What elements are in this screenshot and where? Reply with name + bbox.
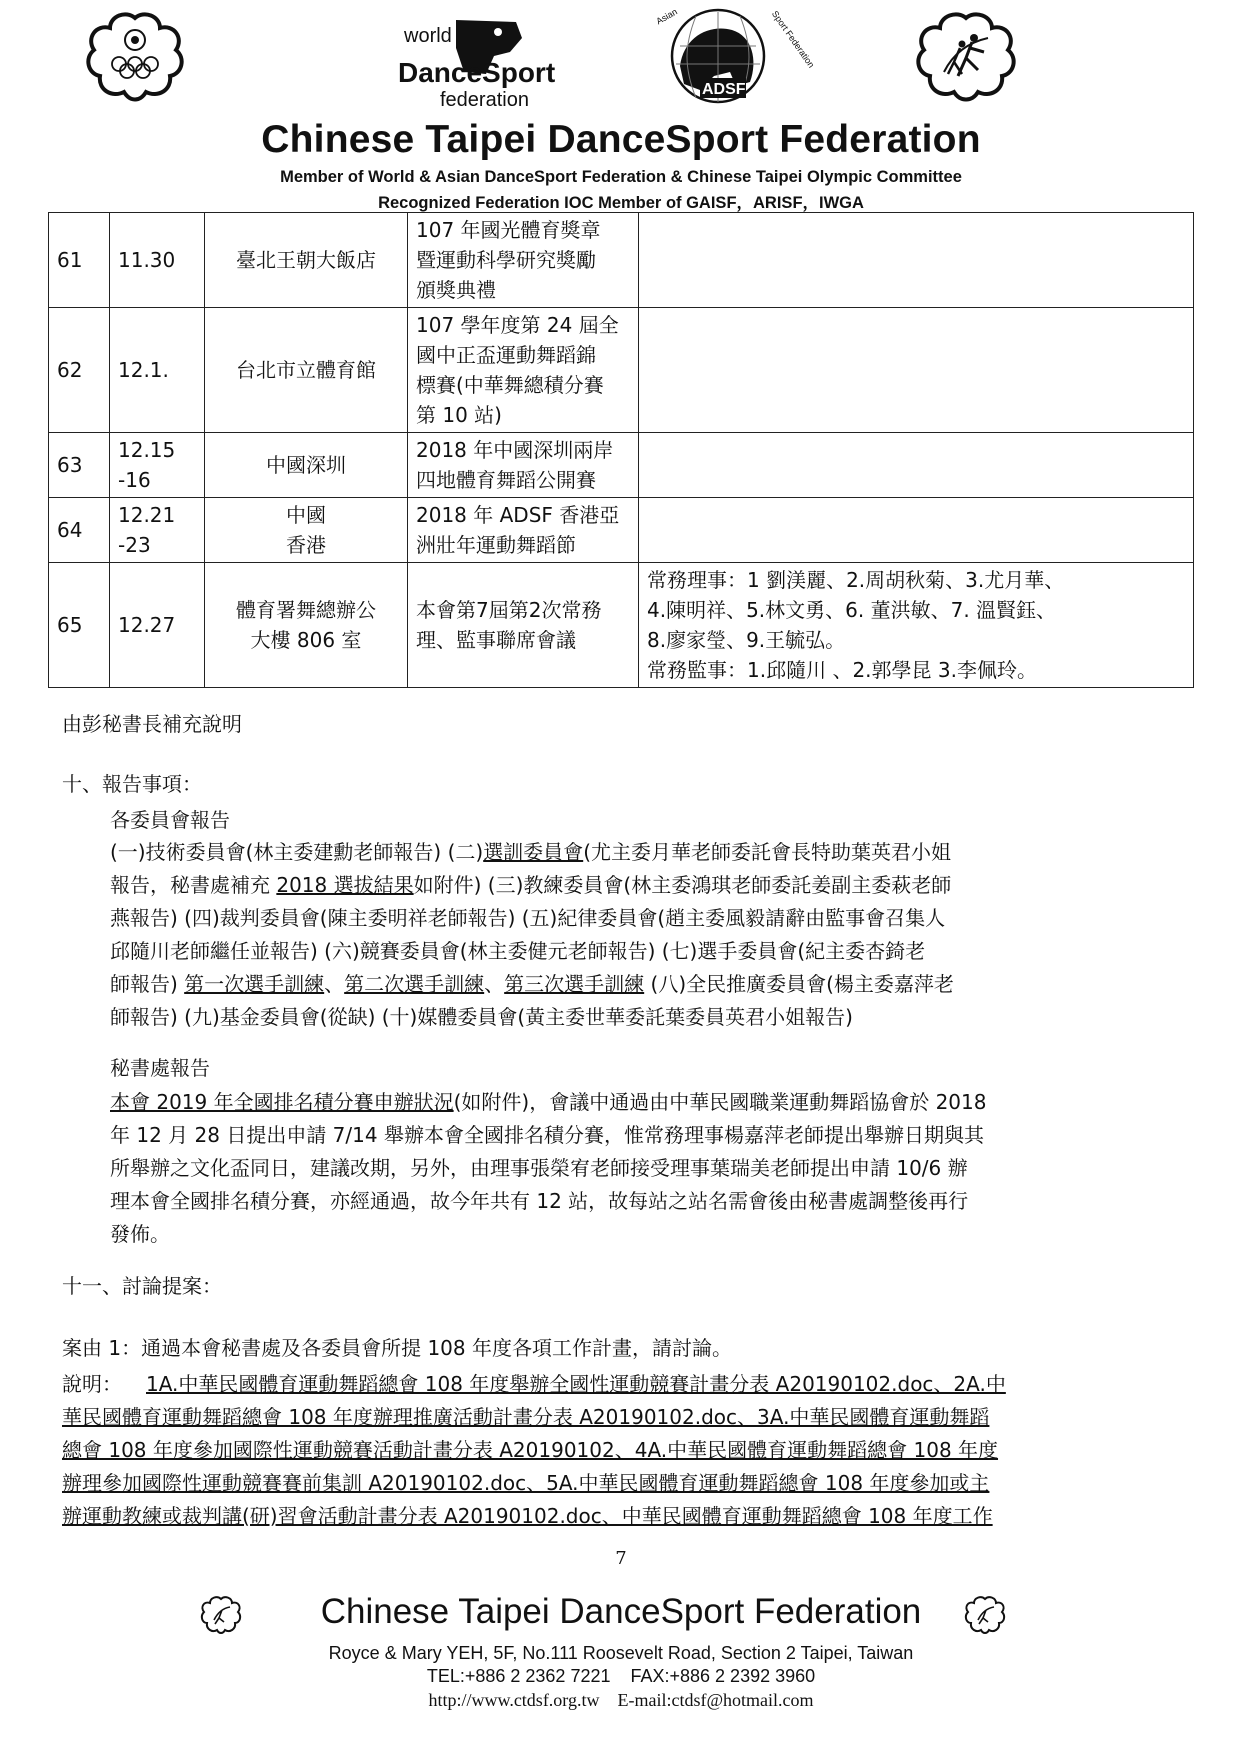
cell-event [408, 498, 639, 563]
cell-number: 64 [49, 498, 110, 563]
org-subtitle-recognition: Recognized Federation IOC Member of GAISF，ARISF，IWGA [378, 194, 864, 212]
link-2018-selection-results[interactable]: 2018 選拔結果 [276, 873, 414, 897]
cell-location [205, 563, 408, 688]
cell-date: 12.1. [110, 308, 205, 433]
explain-line-1[interactable]: 1A.中華民國體育運動舞蹈總會 108 年度舉辦全國性運動競賽計畫分表 A20190102.doc、2A.中 [146, 1372, 1006, 1396]
table-row [49, 308, 1194, 433]
case-1-title: 案由 1：通過本會秘書處及各委員會所提 108 年度各項工作計畫，請討論。 [62, 1336, 732, 1360]
org-subtitle-membership: Member of World & Asian DanceSport Federation & Chinese Taipei Olympic Committee [280, 168, 962, 186]
committee-line-1: (一)技術委員會(林主委建勳老師報告) (二)選訓委員會(尤主委月華老師委託會長特助葉英君小姐 [110, 840, 951, 864]
cell-event-line: 107 學年度第 24 屆全 [416, 313, 619, 337]
cell-note [639, 213, 1194, 308]
cell-location-line: 體育署舞總辦公 [236, 598, 376, 622]
cell-event [408, 213, 639, 308]
secretariat-line-5: 發佈。 [110, 1222, 170, 1246]
cell-location-line: 中國 [286, 503, 326, 527]
secretariat-line-1: 本會 2019 年全國排名積分賽申辦狀況(如附件)，會議中通過由中華民國職業運動舞蹈協會於 2018 [110, 1090, 987, 1114]
cell-event-line: 理、監事聯席會議 [416, 628, 576, 652]
explain-label: 說明： [62, 1372, 122, 1396]
explain-line-3[interactable]: 總會 108 年度參加國際性運動競賽活動計畫分表 A20190102、4A.中華民國體育運動舞蹈總會 108 年度 [62, 1438, 999, 1462]
explain-line-5[interactable]: 辦運動教練或裁判講(研)習會活動計畫分表 A20190102.doc、中華民國體育運動舞蹈總會 108 年度工作 [62, 1504, 993, 1528]
table-row [49, 433, 1194, 498]
committee-report-heading: 各委員會報告 [110, 808, 230, 832]
cell-note-line: 常務理事：1 劉渼麗、2.周胡秋菊、3.尤月華、 [647, 568, 1065, 592]
cell-event-line: 2018 年中國深圳兩岸 [416, 438, 614, 462]
cell-event-line: 107 年國光體育獎章 [416, 218, 601, 242]
cell-note [639, 498, 1194, 563]
cell-event-line: 暨運動科學研究獎勵 [416, 248, 596, 272]
link-training-2[interactable]: 第二次選手訓練 [344, 972, 485, 996]
cell-date-line: 12.21 [118, 503, 176, 527]
adsf-ring-text-2: Asian [654, 6, 679, 27]
cell-location: 中國深圳 [205, 433, 408, 498]
page-number: 7 [615, 1548, 627, 1569]
committee-line-6: 師報告) (九)基金委員會(從缺) (十)媒體委員會(黃主委世華委託葉委員英君小姐報告) [110, 1005, 853, 1029]
cell-note-line: 8.廖家瑩、9.王毓弘。 [647, 628, 846, 652]
cell-number: 65 [49, 563, 110, 688]
explain-line-4[interactable]: 辦理參加國際性運動競賽賽前集訓 A20190102.doc、5A.中華民國體育運動舞蹈總會 108 年度參加或主 [62, 1471, 990, 1495]
table-row [49, 563, 1194, 688]
cell-location-line: 大樓 806 室 [250, 628, 362, 652]
cell-event-line: 標賽(中華舞總積分賽 [416, 373, 604, 397]
wdsf-logo [398, 18, 568, 114]
cell-event-line: 本會第7屆第2次常務 [416, 598, 602, 622]
cell-date-line: -16 [118, 468, 151, 492]
link-selection-committee[interactable]: 選訓委員會 [483, 840, 584, 864]
adsf-text: ADSF [702, 81, 746, 98]
link-training-3[interactable]: 第三次選手訓練 [504, 972, 645, 996]
cell-event-line: 第 10 站) [416, 403, 502, 427]
wdsf-text-dancesport: DanceSport [398, 57, 556, 88]
note-secretary-general: 由彭秘書長補充說明 [62, 712, 242, 736]
cell-event [408, 308, 639, 433]
committee-line-3: 燕報告) (四)裁判委員會(陳主委明祥老師報告) (五)紀律委員會(趙主委風毅請辭由監事會召集人 [110, 906, 946, 930]
secretariat-report-heading: 秘書處報告 [110, 1056, 210, 1080]
cell-location-line: 香港 [286, 533, 326, 557]
footer-web[interactable]: http://www.ctdsf.org.tw E-mail:ctdsf@hotmail.com [428, 1690, 814, 1710]
footer-title: Chinese Taipei DanceSport Federation [320, 1592, 922, 1631]
link-training-1[interactable]: 第一次選手訓練 [184, 972, 325, 996]
cell-number: 61 [49, 213, 110, 308]
org-title: Chinese Taipei DanceSport Federation [261, 118, 981, 161]
secretariat-report-body [110, 1086, 987, 1251]
cell-location: 台北市立體育館 [205, 308, 408, 433]
cell-note-line: 常務監事：1.邱隨川 、2.郭學昆 3.李佩玲。 [647, 658, 1037, 682]
section-10-heading: 十、報告事項： [62, 772, 202, 796]
secretariat-line-3: 所舉辦之文化盃同日，建議改期，另外，由理事張榮宥老師接受理事葉瑞美老師提出申請 10/6 辦 [110, 1156, 968, 1180]
cell-date: 11.30 [110, 213, 205, 308]
olympic-committee-logo [84, 12, 186, 98]
cell-event-line: 國中正盃運動舞蹈錦 [416, 343, 596, 367]
secretariat-line-4: 理本會全國排名積分賽，亦經通過，故今年共有 12 站，故每站之站名需會後由秘書處調整後再行 [110, 1189, 969, 1213]
committee-line-5: 師報告) 第一次選手訓練、第二次選手訓練、第三次選手訓練 (八)全民推廣委員會(楊主委嘉萍老 [110, 972, 954, 996]
committee-line-2: 報告，秘書處補充 2018 選拔結果如附件) (三)教練委員會(林主委鴻琪老師委託姜副主委萩老師 [110, 873, 952, 897]
cell-date-line: 12.15 [118, 438, 176, 462]
cell-event-line: 2018 年 ADSF 香港亞 [416, 503, 620, 527]
footer-phone: TEL:+886 2 2362 7221 FAX:+886 2 2392 3960 [426, 1666, 816, 1686]
cell-event-line: 洲壯年運動舞蹈節 [416, 533, 576, 557]
schedule-table [48, 212, 1194, 688]
adsf-ring-text: Sport Federation [769, 8, 817, 70]
cell-event-line: 頒獎典禮 [416, 278, 496, 302]
committee-report-body [110, 836, 954, 1034]
wdsf-text-federation: federation [440, 89, 529, 111]
cell-number: 62 [49, 308, 110, 433]
cell-date [110, 498, 205, 563]
wdsf-text-world: world [404, 25, 452, 47]
table-row [49, 498, 1194, 563]
cell-date [110, 433, 205, 498]
explain-body [62, 1368, 1202, 1533]
cell-location [205, 498, 408, 563]
cell-note-line: 4.陳明祥、5.林文勇、6. 董洪敏、7. 溫賢鈺、 [647, 598, 1057, 622]
cell-note [639, 308, 1194, 433]
cell-date: 12.27 [110, 563, 205, 688]
link-2019-ranking-application[interactable]: 本會 2019 年全國排名積分賽申辦狀況 [110, 1090, 454, 1114]
cell-number: 63 [49, 433, 110, 498]
cell-note [639, 563, 1194, 688]
explain-line-2[interactable]: 華民國體育運動舞蹈總會 108 年度辦理推廣活動計畫分表 A20190102.doc、3A.中華民國體育運動舞蹈 [62, 1405, 990, 1429]
section-11-heading: 十一、討論提案： [62, 1274, 222, 1298]
committee-line-4: 邱隨川老師繼任並報告) (六)競賽委員會(林主委健元老師報告) (七)選手委員會(紀主委杏錡老 [110, 939, 926, 963]
cell-event [408, 563, 639, 688]
cell-event [408, 433, 639, 498]
footer-address: Royce & Mary YEH, 5F, No.111 Roosevelt Road, Section 2 Taipei, Taiwan [328, 1643, 914, 1663]
cell-event-line: 四地體育舞蹈公開賽 [416, 468, 596, 492]
cell-note [639, 433, 1194, 498]
ctdsf-logo [914, 12, 1018, 100]
adsf-logo [640, 6, 817, 110]
secretariat-line-2: 年 12 月 28 日提出申請 7/14 舉辦本會全國排名積分賽，惟常務理事楊嘉萍老師提出舉辦日期與其 [110, 1123, 984, 1147]
table-row [49, 213, 1194, 308]
cell-date-line: -23 [118, 533, 151, 557]
cell-location: 臺北王朝大飯店 [205, 213, 408, 308]
